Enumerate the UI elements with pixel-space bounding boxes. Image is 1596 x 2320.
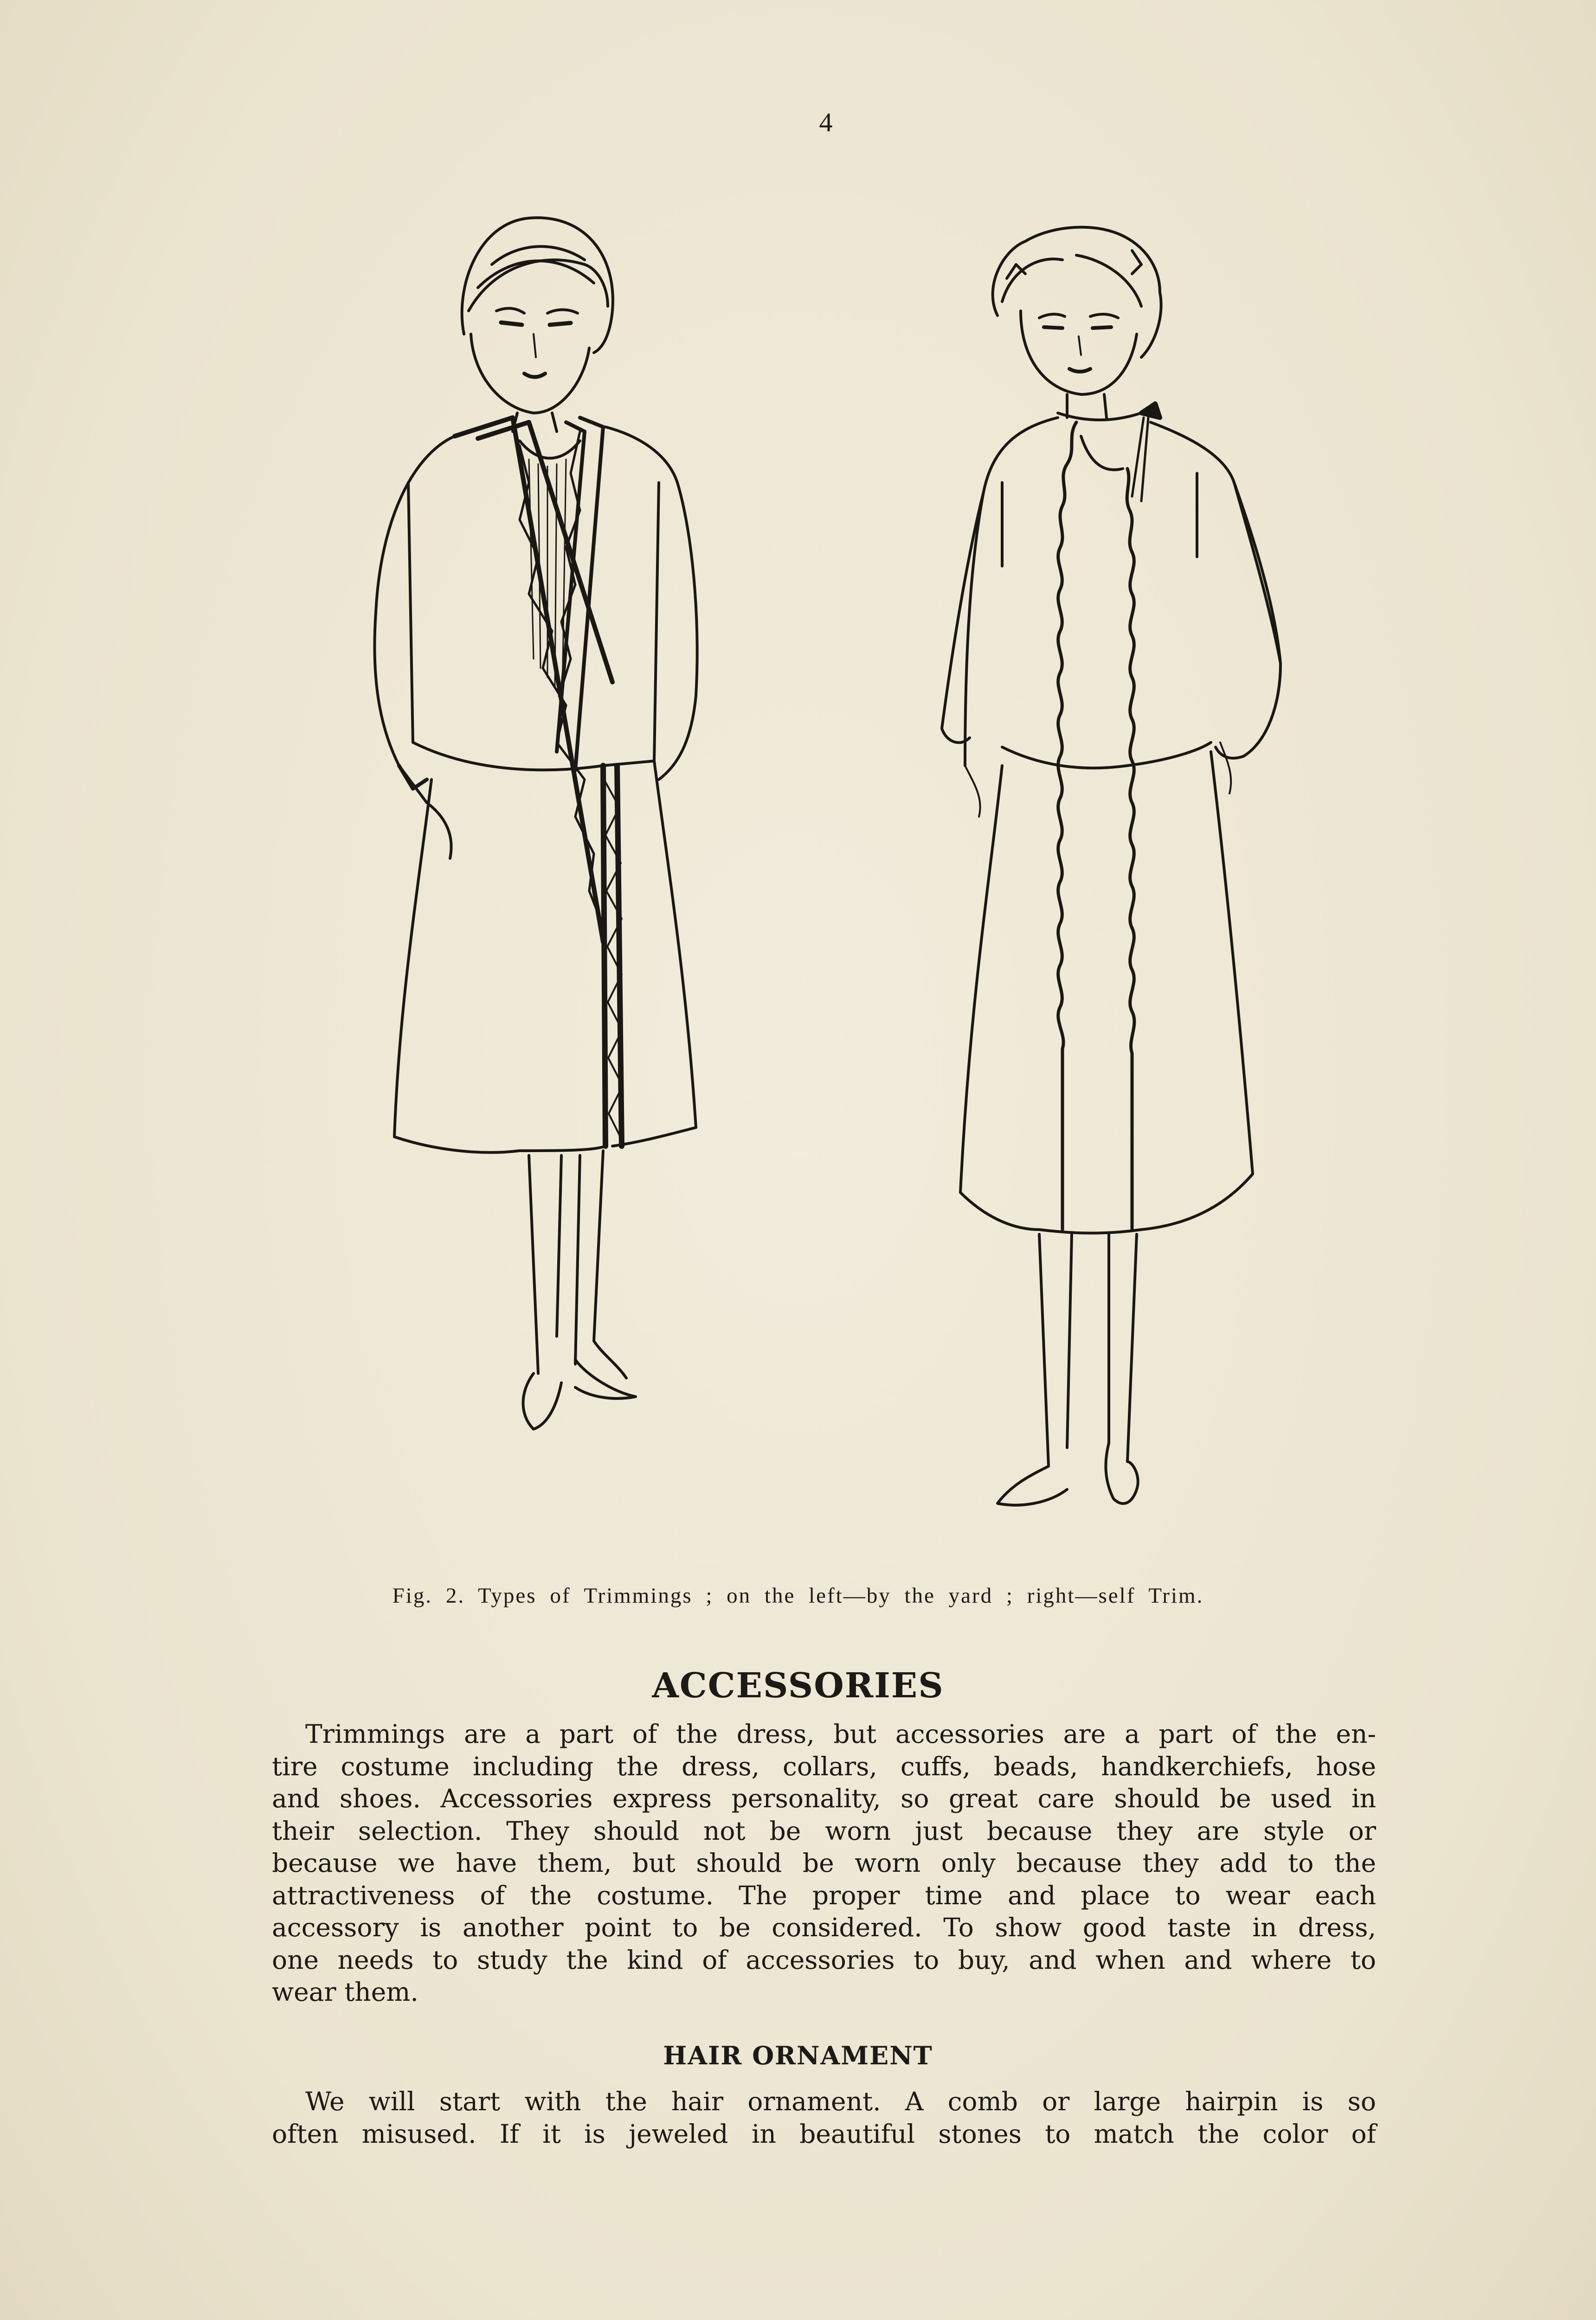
text-line: often misused. If it is jeweled in beautiful stones to match the color of: [272, 2119, 1376, 2149]
fashion-illustration: [260, 195, 1383, 1578]
text-line: accessory is another point to be considered. To show good taste in dress,: [272, 1913, 1376, 1942]
text-line: tire costume including the dress, collars, cuffs, beads, handkerchiefs, hose: [272, 1751, 1376, 1781]
section-heading-hair-ornament: HAIR ORNAMENT: [663, 2041, 933, 2070]
text-line: We will start with the hair ornament. A comb or large hairpin is so: [305, 2087, 1376, 2116]
figure-caption: Fig. 2. Types of Trimmings ; on the left—by the yard ; right—self Trim.: [392, 1584, 1204, 1608]
text-line: and shoes. Accessories express personality, so great care should be used in: [272, 1784, 1376, 1813]
page-number: 4: [819, 107, 833, 137]
text-line: one needs to study the kind of accessories to buy, and when and where to: [272, 1945, 1376, 1975]
text-line: attractiveness of the costume. The proper time and place to wear each: [272, 1880, 1376, 1910]
text-line: their selection. They should not be worn just because they are style or: [272, 1816, 1376, 1846]
section-heading-accessories: ACCESSORIES: [652, 1666, 944, 1706]
text-line: Trimmings are a part of the dress, but accessories are a part of the en-: [305, 1719, 1376, 1749]
right-figure-self-trim: [942, 227, 1281, 1505]
text-line: because we have them, but should be worn only because they add to the: [272, 1848, 1376, 1878]
left-figure-by-the-yard-trim: [374, 218, 697, 1429]
hair-ornament-paragraph: [272, 2086, 1376, 2150]
text-line: wear them.: [272, 1977, 418, 2007]
accessories-paragraph: [272, 1718, 1376, 2009]
